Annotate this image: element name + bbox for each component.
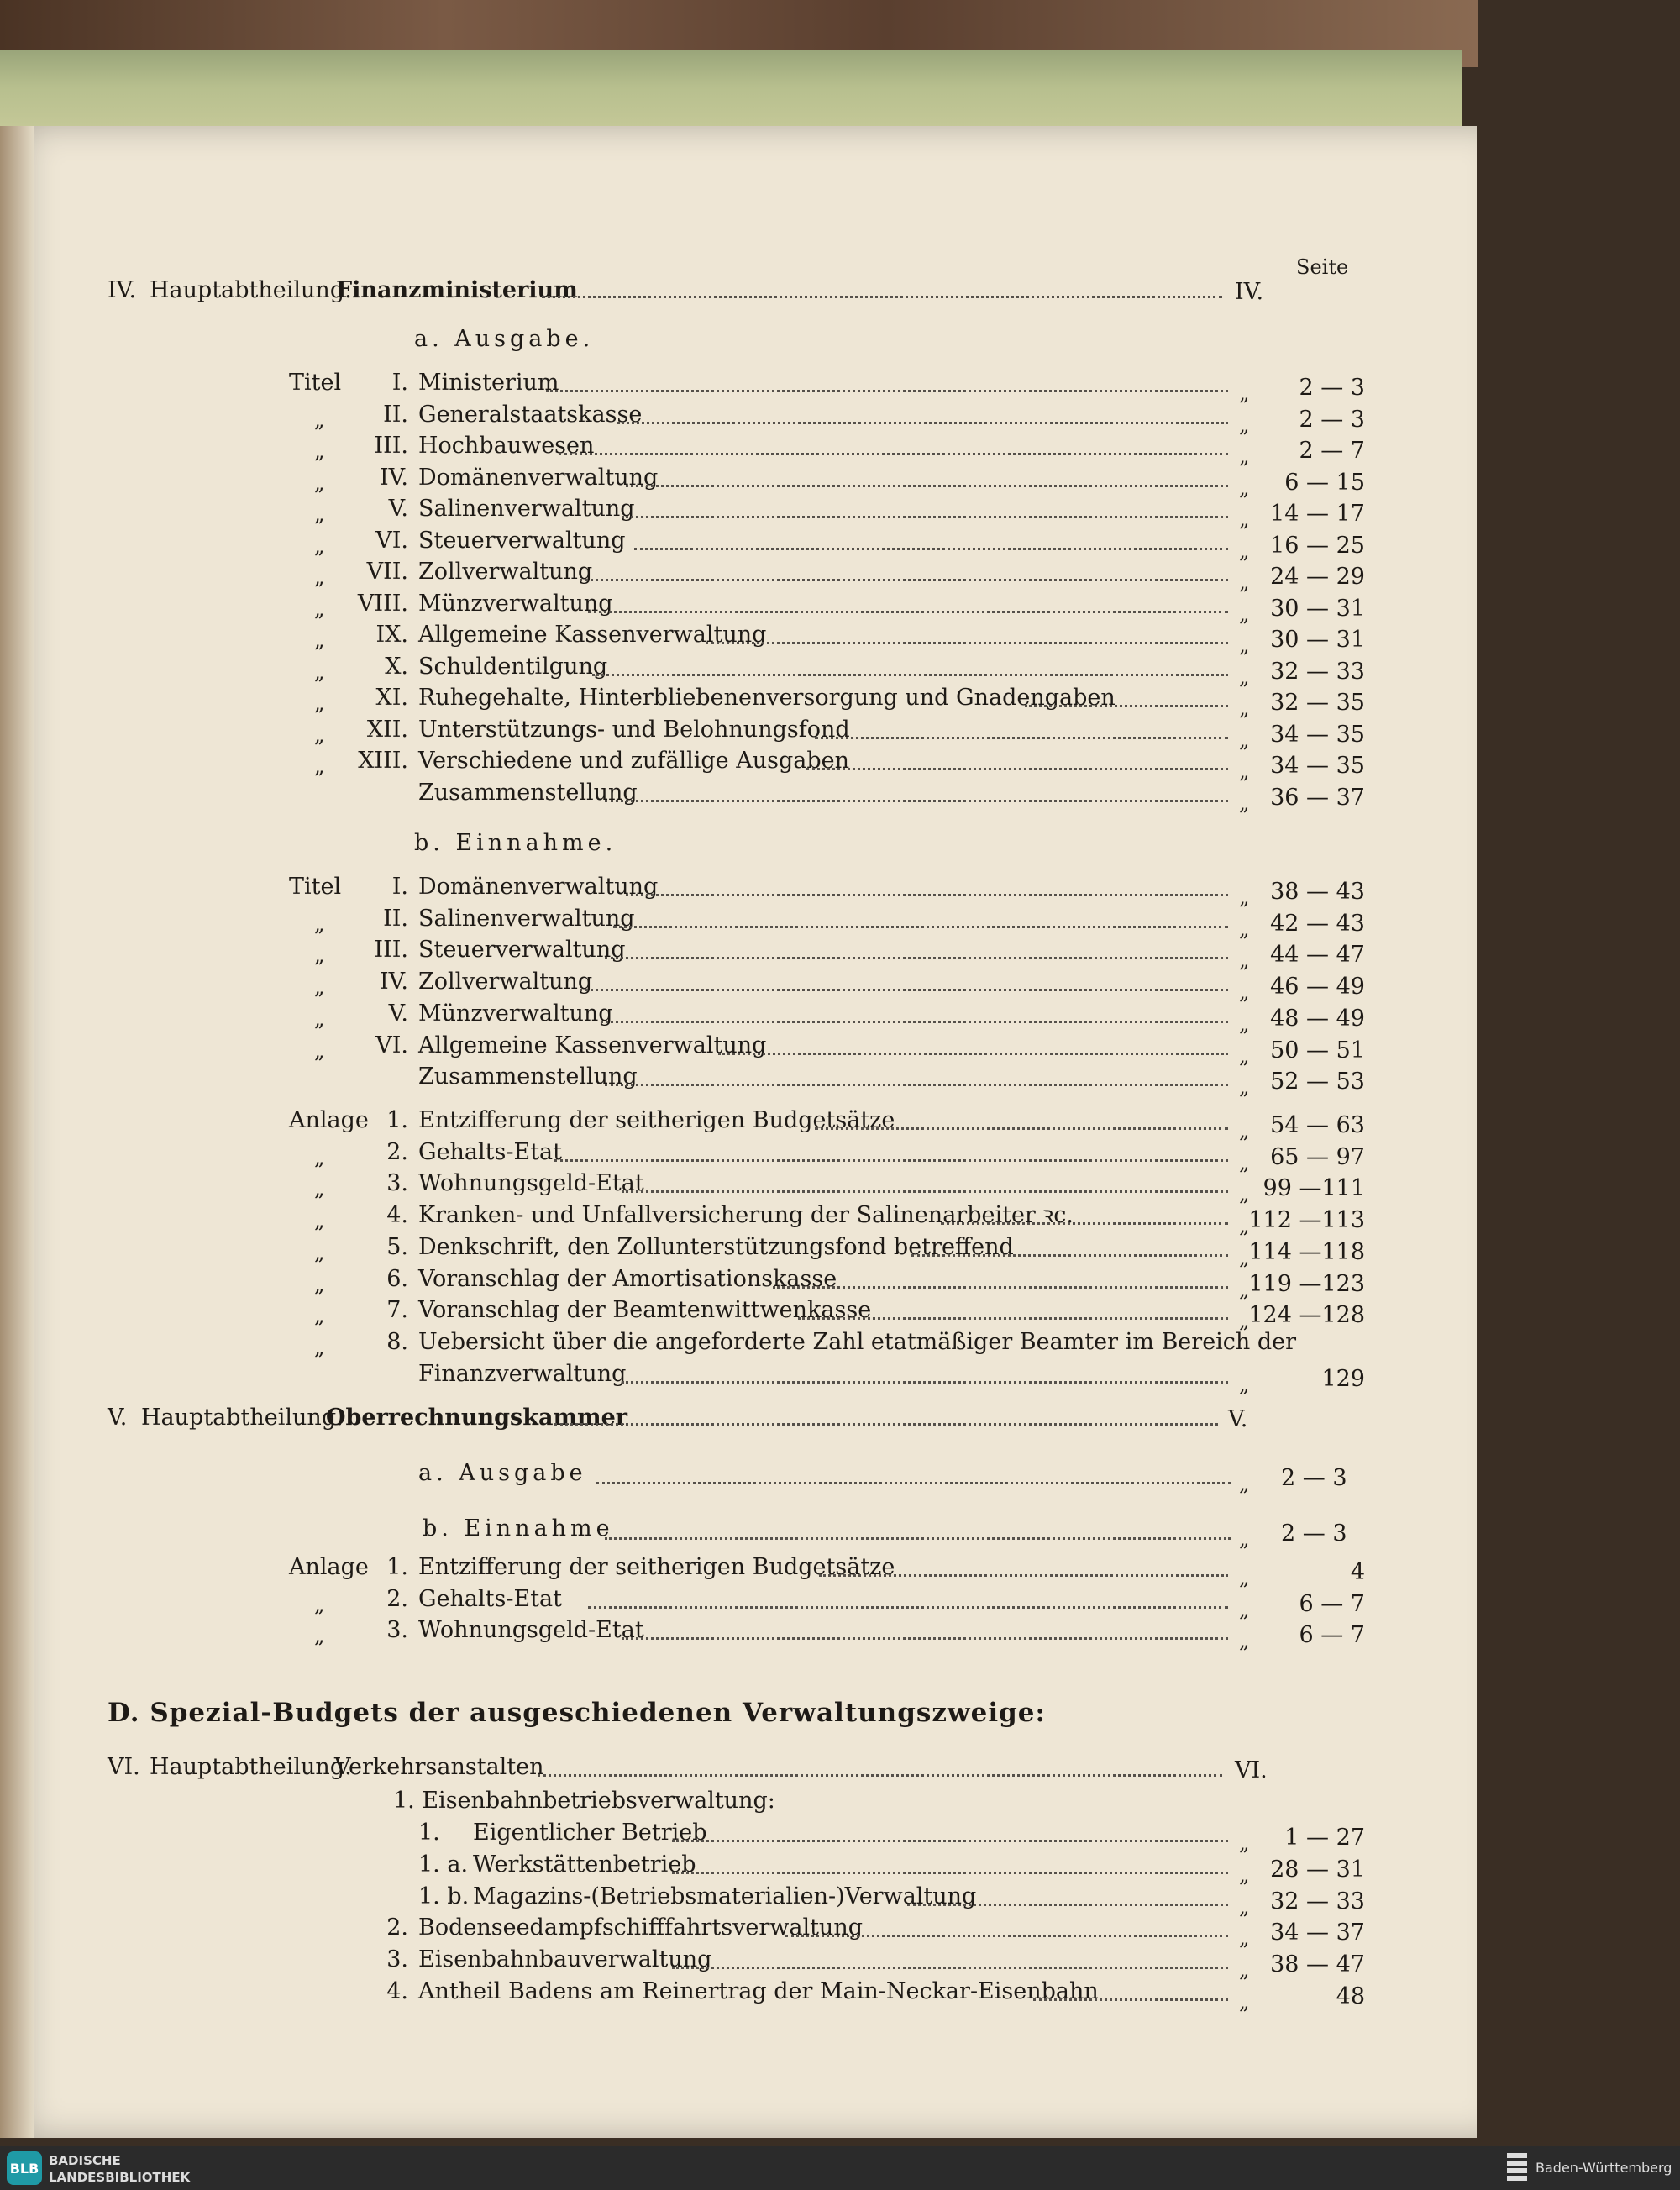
item-pages: 30 — 31 bbox=[1270, 595, 1365, 622]
item-label: Antheil Badens am Reinertrag der Main-Neckar-Eisenbahn bbox=[418, 1978, 1099, 2004]
section-iv-page: IV. bbox=[1235, 279, 1264, 305]
ditto-mark: „ bbox=[1239, 727, 1250, 752]
blb-name-line2: LANDESBIBLIOTHEK bbox=[49, 2170, 191, 2185]
item-label: Schuldentilgung bbox=[418, 653, 608, 680]
item-number: VI. bbox=[375, 1032, 408, 1058]
item-number: 1. b. bbox=[418, 1883, 470, 1909]
section-vi-numeral: VI. bbox=[108, 1754, 140, 1780]
ditto-mark: „ bbox=[1239, 1011, 1250, 1036]
ditto-mark: „ bbox=[1239, 381, 1250, 405]
item-label: Entzifferung der seitherigen Budgetsätze bbox=[418, 1107, 895, 1133]
item-label: Generalstaatskasse bbox=[418, 401, 643, 428]
item-label: Kranken- und Unfallversicherung der Salinenarbeiter ꝛc. bbox=[418, 1202, 1074, 1229]
item-label: Steuerverwaltung bbox=[418, 937, 626, 964]
ditto-mark: „ bbox=[1239, 1372, 1250, 1396]
section-iv-title: Finanzministerium bbox=[336, 277, 578, 303]
ditto-mark: „ bbox=[1239, 1926, 1250, 1951]
leader-dots bbox=[672, 1967, 1228, 1969]
baden-wuerttemberg-crest-icon bbox=[1506, 2152, 1528, 2184]
item-label: Ministerium bbox=[418, 370, 559, 396]
ditto-mark: „ bbox=[1239, 1150, 1250, 1174]
leader-dots bbox=[559, 453, 1228, 455]
item-number: XII. bbox=[366, 716, 408, 743]
ditto-mark: „ bbox=[314, 754, 325, 778]
leader-dots bbox=[617, 422, 1228, 424]
item-pages: 1 — 27 bbox=[1284, 1825, 1365, 1851]
ditto-mark: „ bbox=[314, 943, 325, 968]
section-v-numeral: V. bbox=[108, 1405, 128, 1431]
ditto-mark: „ bbox=[1239, 1597, 1250, 1621]
ditto-mark: „ bbox=[1239, 1831, 1250, 1855]
item-label: Hochbauwesen bbox=[418, 433, 595, 459]
item-pages: 4 bbox=[1350, 1559, 1365, 1585]
item-number: 8. bbox=[386, 1328, 408, 1355]
ditto-mark: „ bbox=[1239, 759, 1250, 783]
ditto-mark: „ bbox=[1239, 1958, 1250, 1983]
item-label: Domänenverwaltung bbox=[418, 874, 659, 900]
item-pages: 6 — 7 bbox=[1299, 1622, 1365, 1648]
leader-dots bbox=[911, 1254, 1228, 1257]
ditto-mark: „ bbox=[1239, 1182, 1250, 1206]
item-pages: 38 — 47 bbox=[1270, 1951, 1365, 1978]
item-number: X. bbox=[385, 653, 408, 680]
leader-dots bbox=[601, 1021, 1228, 1023]
leader-dots bbox=[622, 1637, 1228, 1640]
leader-dots bbox=[554, 1423, 1218, 1426]
footer-bar bbox=[0, 2146, 1680, 2190]
leader-dots bbox=[588, 611, 1228, 613]
item-label: Voranschlag der Amortisationskasse bbox=[418, 1265, 837, 1292]
section-vi-page: VI. bbox=[1235, 1757, 1268, 1783]
item-number: 7. bbox=[386, 1297, 408, 1324]
ditto-mark: „ bbox=[1239, 1277, 1250, 1301]
ditto-mark: „ bbox=[1239, 1075, 1250, 1100]
ditto-mark: „ bbox=[314, 407, 325, 432]
item-pages: 42 — 43 bbox=[1270, 910, 1365, 937]
item-pages: 124 —128 bbox=[1248, 1302, 1365, 1329]
item-label: Münzverwaltung bbox=[418, 590, 613, 617]
item-number: VI. bbox=[375, 527, 408, 554]
leader-dots bbox=[634, 548, 1228, 550]
ditto-mark: „ bbox=[1239, 1245, 1250, 1269]
item-pages: 32 — 35 bbox=[1270, 690, 1365, 716]
leader-dots bbox=[605, 957, 1228, 959]
item-pages: 119 —123 bbox=[1248, 1270, 1365, 1297]
v-einnahme-pages: 2 — 3 bbox=[1281, 1520, 1347, 1547]
ditto-mark: „ bbox=[1239, 916, 1250, 941]
v-ausgabe-label: a. Ausgabe bbox=[418, 1460, 587, 1486]
item-label: Salinenverwaltung bbox=[418, 496, 635, 522]
leader-dots bbox=[672, 1872, 1228, 1874]
item-label-continued: Finanzverwaltung bbox=[418, 1360, 627, 1387]
ausgabe-heading: a. Ausgabe. bbox=[414, 326, 595, 352]
ditto-mark: „ bbox=[314, 659, 325, 684]
item-label: Eisenbahnbauverwaltung bbox=[418, 1946, 712, 1973]
ditto-mark: „ bbox=[314, 628, 325, 652]
item-number: 1. bbox=[386, 1107, 408, 1133]
item-pages: 28 — 31 bbox=[1270, 1856, 1365, 1883]
item-pages: 6 — 15 bbox=[1284, 469, 1365, 496]
item-pages: 48 bbox=[1336, 1983, 1365, 2009]
item-number: I. bbox=[391, 370, 408, 396]
item-number: 2. bbox=[386, 1138, 408, 1165]
ditto-mark: „ bbox=[1239, 1894, 1250, 1919]
item-label: Zollverwaltung bbox=[418, 559, 593, 585]
item-number: IV. bbox=[379, 464, 408, 491]
ditto-mark: „ bbox=[1239, 1862, 1250, 1887]
item-label: Steuerverwaltung bbox=[418, 527, 626, 554]
item-number: III. bbox=[374, 433, 408, 459]
item-number: 1. bbox=[386, 1554, 408, 1580]
ditto-mark: „ bbox=[1239, 790, 1250, 815]
item-number: 3. bbox=[386, 1170, 408, 1197]
leader-dots bbox=[622, 1190, 1228, 1193]
leader-dots bbox=[706, 642, 1228, 644]
ditto-mark: „ bbox=[314, 565, 325, 589]
item-pages: 38 — 43 bbox=[1270, 879, 1365, 905]
ditto-mark: „ bbox=[1239, 1214, 1250, 1238]
leader-dots bbox=[785, 1935, 1228, 1937]
item-pages: 6 — 7 bbox=[1299, 1590, 1365, 1617]
item-number: 5. bbox=[386, 1233, 408, 1260]
ditto-mark: „ bbox=[314, 1624, 325, 1647]
item-label: Allgemeine Kassenverwaltung bbox=[418, 1032, 767, 1058]
ditto-mark: „ bbox=[314, 502, 325, 526]
leader-dots bbox=[605, 800, 1228, 802]
bw-name: Baden-Württemberg bbox=[1536, 2160, 1672, 2176]
blb-name-line1: BADISCHE bbox=[49, 2153, 121, 2168]
ditto-mark: „ bbox=[314, 533, 325, 558]
item-label: Uebersicht über die angeforderte Zahl etatmäßiger Beamter im Bereich der bbox=[418, 1328, 1297, 1355]
leader-dots bbox=[538, 1774, 1222, 1777]
leader-dots bbox=[596, 1482, 1231, 1484]
ditto-mark: „ bbox=[1239, 475, 1250, 500]
ditto-mark: „ bbox=[1239, 948, 1250, 973]
leader-dots bbox=[907, 1904, 1228, 1906]
ditto-mark: „ bbox=[314, 1335, 325, 1359]
item-label: Verschiedene und zufällige Ausgaben bbox=[418, 748, 849, 774]
ditto-mark: „ bbox=[314, 1592, 325, 1616]
ditto-mark: „ bbox=[314, 439, 325, 463]
ditto-mark: „ bbox=[1239, 1629, 1250, 1652]
ditto-mark: „ bbox=[314, 911, 325, 936]
ditto-mark: „ bbox=[314, 1038, 325, 1063]
item-number: 1. a. bbox=[418, 1851, 469, 1878]
leader-dots bbox=[626, 894, 1228, 896]
item-pages: 34 — 35 bbox=[1270, 753, 1365, 779]
ditto-mark: „ bbox=[1239, 570, 1250, 594]
leader-dots bbox=[806, 768, 1228, 770]
ditto-mark: „ bbox=[1239, 507, 1250, 531]
ditto-mark: „ bbox=[314, 596, 325, 621]
item-label: Entzifferung der seitherigen Budgetsätze bbox=[418, 1554, 895, 1580]
section-v-page: V. bbox=[1228, 1406, 1248, 1432]
leader-dots bbox=[592, 674, 1228, 676]
item-number: 2. bbox=[386, 1914, 408, 1941]
item-pages: 65 — 97 bbox=[1270, 1143, 1365, 1170]
item-label: Voranschlag der Beamtenwittwenkasse bbox=[418, 1297, 872, 1324]
item-number: 4. bbox=[386, 1978, 408, 2004]
ditto-mark: „ bbox=[1239, 1566, 1250, 1589]
anlage-label: Anlage bbox=[289, 1107, 369, 1133]
section-v-title: Oberrechnungskammer bbox=[326, 1405, 627, 1431]
item-pages: 114 —118 bbox=[1248, 1238, 1365, 1265]
section-vi-title: Verkehrsanstalten bbox=[334, 1754, 544, 1780]
item-number: 2. bbox=[386, 1585, 408, 1612]
leader-dots bbox=[815, 1127, 1228, 1130]
ditto-mark: „ bbox=[314, 691, 325, 715]
item-label: Münzverwaltung bbox=[418, 1000, 613, 1027]
item-pages: 50 — 51 bbox=[1270, 1037, 1365, 1063]
item-label: Denkschrift, den Zollunterstützungsfond betreffend bbox=[418, 1233, 1014, 1260]
item-number: VII. bbox=[366, 559, 408, 585]
item-pages: 34 — 35 bbox=[1270, 721, 1365, 748]
leader-dots bbox=[815, 737, 1228, 739]
leader-dots bbox=[580, 579, 1228, 581]
anlage-label: Anlage bbox=[289, 1554, 369, 1580]
item-number: II. bbox=[383, 905, 408, 932]
item-number: 3. bbox=[386, 1617, 408, 1643]
ditto-mark: „ bbox=[1239, 412, 1250, 437]
ditto-mark: „ bbox=[314, 722, 325, 747]
ditto-mark: „ bbox=[1239, 980, 1250, 1005]
ditto-mark: „ bbox=[1239, 444, 1250, 468]
ditto-mark: „ bbox=[1239, 633, 1250, 657]
ditto-mark: „ bbox=[1239, 538, 1250, 563]
ditto-mark: „ bbox=[314, 1177, 325, 1201]
leader-dots bbox=[605, 1537, 1231, 1540]
ditto-mark: „ bbox=[314, 1145, 325, 1169]
item-label: Bodenseedampfschifffahrtsverwaltung bbox=[418, 1914, 863, 1941]
item-pages: 129 bbox=[1321, 1365, 1365, 1392]
ditto-mark: „ bbox=[1239, 696, 1250, 720]
leader-dots bbox=[672, 1840, 1228, 1842]
item-number: IX. bbox=[375, 622, 408, 648]
item-label: Unterstützungs- und Belohnungsfond bbox=[418, 716, 850, 743]
ditto-mark: „ bbox=[314, 1304, 325, 1328]
item-pages: 2 — 3 bbox=[1299, 375, 1365, 401]
ditto-mark: „ bbox=[1239, 1990, 1250, 2014]
item-number: 4. bbox=[386, 1202, 408, 1229]
item-number: V. bbox=[388, 496, 408, 522]
item-pages: 32 — 33 bbox=[1270, 1888, 1365, 1914]
item-pages: 99 —111 bbox=[1263, 1175, 1365, 1202]
item-label: Ruhegehalte, Hinterbliebenenversorgung und Gnadengaben bbox=[418, 685, 1116, 711]
item-pages: 46 — 49 bbox=[1270, 974, 1365, 1000]
item-pages: 34 — 37 bbox=[1270, 1920, 1365, 1946]
leader-dots bbox=[819, 1574, 1228, 1577]
item-number: III. bbox=[374, 937, 408, 964]
item-pages: 2 — 3 bbox=[1299, 406, 1365, 433]
ditto-mark: „ bbox=[1239, 664, 1250, 689]
titel-label: Titel bbox=[289, 874, 342, 900]
ditto-mark: „ bbox=[1239, 1043, 1250, 1068]
ditto-mark: „ bbox=[314, 1006, 325, 1031]
item-number: II. bbox=[383, 401, 408, 428]
item-pages: 2 — 7 bbox=[1299, 438, 1365, 464]
item-number: 6. bbox=[386, 1265, 408, 1292]
ditto-mark: „ bbox=[314, 1240, 325, 1264]
leader-dots bbox=[626, 485, 1228, 487]
item-pages: 16 — 25 bbox=[1270, 532, 1365, 559]
item-number: XIII. bbox=[358, 748, 408, 774]
einnahme-heading: b. Einnahme. bbox=[414, 830, 617, 856]
item-label: Magazins-(Betriebsmaterialien-)Verwaltung bbox=[473, 1883, 977, 1909]
item-label: Werkstättenbetrieb bbox=[473, 1851, 696, 1878]
item-number: I. bbox=[391, 874, 408, 900]
leader-dots bbox=[542, 296, 1222, 298]
item-label: Zollverwaltung bbox=[418, 969, 593, 995]
ditto-mark: „ bbox=[314, 975, 325, 1000]
leader-dots bbox=[622, 1381, 1228, 1384]
ditto-mark: „ bbox=[314, 1272, 325, 1296]
item-number: V. bbox=[388, 1000, 408, 1027]
leader-dots bbox=[580, 989, 1228, 991]
item-label: Zusammenstellung bbox=[418, 1063, 638, 1090]
item-pages: 44 — 47 bbox=[1270, 942, 1365, 969]
item-pages: 54 — 63 bbox=[1270, 1112, 1365, 1138]
item-pages: 112 —113 bbox=[1248, 1207, 1365, 1234]
seite-label: Seite bbox=[1296, 255, 1349, 279]
leader-dots bbox=[941, 1222, 1228, 1225]
item-number: IV. bbox=[379, 969, 408, 995]
item-label: Gehalts-Etat bbox=[418, 1585, 563, 1612]
item-label: Zusammenstellung bbox=[418, 779, 638, 806]
section-vi-hauptabtheilung: Hauptabtheilung. bbox=[150, 1754, 352, 1780]
section-iv-hauptabtheilung: Hauptabtheilung. bbox=[150, 277, 352, 303]
ditto-mark: „ bbox=[1239, 1119, 1250, 1142]
titel-label: Titel bbox=[289, 370, 342, 396]
page-spine-shadow bbox=[0, 126, 34, 2138]
ditto-mark: „ bbox=[1239, 601, 1250, 626]
leader-dots bbox=[554, 1159, 1228, 1162]
leader-dots bbox=[798, 1317, 1228, 1320]
blb-logo: BLB bbox=[7, 2151, 42, 2185]
item-number: 1. bbox=[418, 1820, 440, 1846]
leader-dots bbox=[546, 390, 1228, 392]
item-pages: 52 — 53 bbox=[1270, 1069, 1365, 1095]
item-label: Eigentlicher Betrieb bbox=[473, 1820, 707, 1846]
item-pages: 32 — 33 bbox=[1270, 658, 1365, 685]
item-pages: 30 — 31 bbox=[1270, 627, 1365, 653]
leader-dots bbox=[622, 516, 1228, 518]
item-number: VIII. bbox=[357, 590, 408, 617]
ditto-mark: „ bbox=[314, 1209, 325, 1233]
ditto-mark: „ bbox=[1239, 1472, 1250, 1495]
section-iv-numeral: IV. bbox=[108, 277, 137, 303]
leader-dots bbox=[1033, 1998, 1228, 2001]
item-label: Domänenverwaltung bbox=[418, 464, 659, 491]
item-label: Wohnungsgeld-Etat bbox=[418, 1170, 644, 1197]
item-number: 3. bbox=[386, 1946, 408, 1973]
item-pages: 14 — 17 bbox=[1270, 501, 1365, 527]
ditto-mark: „ bbox=[1239, 885, 1250, 909]
item-number: XI. bbox=[375, 685, 408, 711]
leader-dots bbox=[588, 1606, 1228, 1609]
ditto-mark: „ bbox=[314, 470, 325, 495]
leader-dots bbox=[718, 1053, 1228, 1055]
leader-dots bbox=[605, 1084, 1228, 1086]
section-d-heading: D. Spezial-Budgets der ausgeschiedenen Verwaltungszweige: bbox=[108, 1698, 1046, 1728]
leader-dots bbox=[773, 1286, 1228, 1289]
item-label: Salinenverwaltung bbox=[418, 905, 635, 932]
vi-group-heading: 1. Eisenbahnbetriebsverwaltung: bbox=[393, 1788, 775, 1814]
v-ausgabe-pages: 2 — 3 bbox=[1281, 1465, 1347, 1491]
v-einnahme-label: b. Einnahme bbox=[423, 1515, 614, 1541]
ditto-mark: „ bbox=[1239, 1527, 1250, 1551]
item-label: Allgemeine Kassenverwaltung bbox=[418, 622, 767, 648]
section-v-hauptabtheilung: Hauptabtheilung. bbox=[141, 1405, 344, 1431]
leader-dots bbox=[1025, 705, 1228, 707]
item-label: Gehalts-Etat bbox=[418, 1138, 563, 1165]
leader-dots bbox=[613, 926, 1228, 928]
ditto-mark: „ bbox=[1239, 1309, 1250, 1333]
item-label: Wohnungsgeld-Etat bbox=[418, 1617, 644, 1643]
item-pages: 36 — 37 bbox=[1270, 784, 1365, 811]
item-pages: 24 — 29 bbox=[1270, 564, 1365, 590]
item-pages: 48 — 49 bbox=[1270, 1005, 1365, 1032]
